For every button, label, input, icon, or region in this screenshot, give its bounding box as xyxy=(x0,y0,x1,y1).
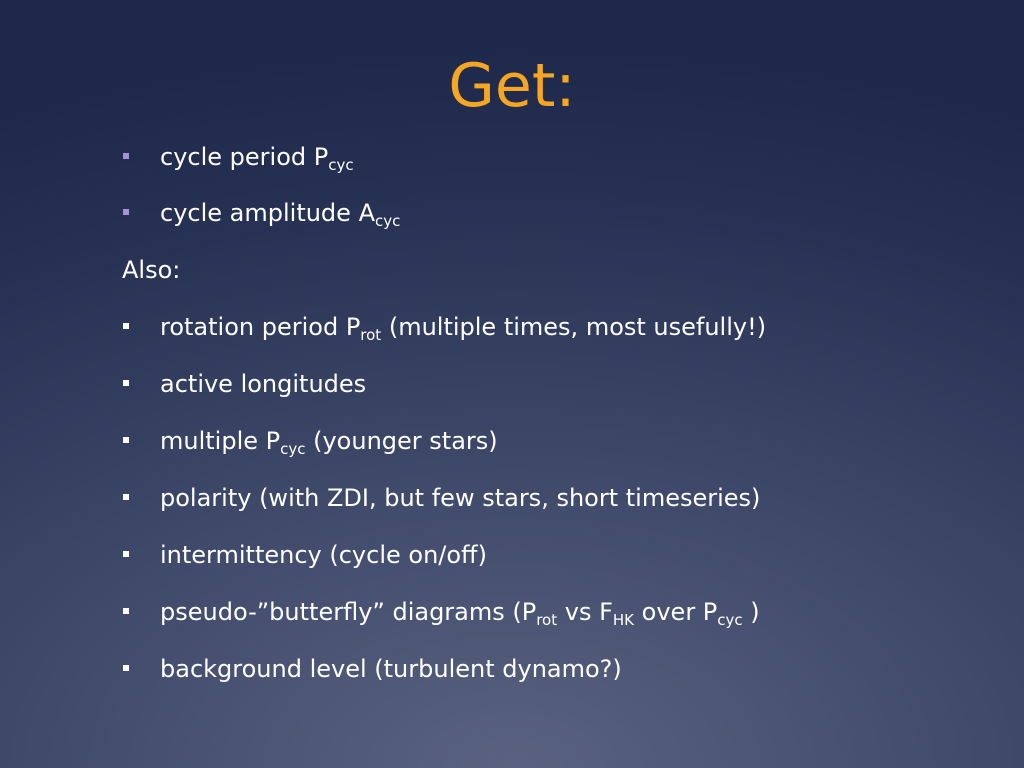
bullet-item xyxy=(0,137,1024,177)
text-run: vs F xyxy=(557,598,613,626)
bullet-item xyxy=(0,592,1024,632)
subscript: rot xyxy=(536,611,558,629)
bullet-marker-icon xyxy=(123,608,129,614)
bullet-text xyxy=(160,649,622,689)
bullet-marker-icon xyxy=(123,551,129,557)
subscript: cyc xyxy=(280,440,306,458)
text-run: (multiple times, most usefully!) xyxy=(381,313,767,341)
bullet-marker-icon xyxy=(123,153,129,159)
text-run: pseudo-”butterfly” diagrams (P xyxy=(160,598,537,626)
bullet-text xyxy=(160,307,766,347)
bullet-marker-icon xyxy=(123,323,129,329)
text-run: multiple P xyxy=(160,427,281,455)
text-run: cycle amplitude A xyxy=(160,199,375,227)
bullet-text xyxy=(160,364,366,404)
bullet-text xyxy=(160,592,760,632)
bullet-marker-icon xyxy=(123,437,129,443)
bullet-item xyxy=(0,535,1024,575)
bullet-item xyxy=(0,193,1024,233)
text-run: rotation period P xyxy=(160,313,361,341)
slide-title: Get: xyxy=(448,51,576,121)
subscript: rot xyxy=(360,326,382,344)
bullet-marker-icon xyxy=(123,209,129,215)
text-run: active longitudes xyxy=(160,370,367,398)
bullet-text xyxy=(160,421,498,461)
bullet-marker-icon xyxy=(123,380,129,386)
text-run: intermittency (cycle on/off) xyxy=(160,541,487,569)
bullet-item xyxy=(0,478,1024,518)
subscript: HK xyxy=(612,611,635,629)
text-run: (younger stars) xyxy=(305,427,498,455)
section-label-text xyxy=(122,250,180,290)
subscript: cyc xyxy=(374,212,401,230)
bullet-item xyxy=(0,307,1024,347)
text-run: cycle period P xyxy=(160,143,329,171)
text-run: ) xyxy=(742,598,760,626)
text-run: background level (turbulent dynamo?) xyxy=(160,655,622,683)
bullet-text xyxy=(160,193,400,233)
subscript: cyc xyxy=(717,611,743,629)
bullet-text xyxy=(160,137,354,177)
text-run: polarity (with ZDI, but few stars, short timeseries) xyxy=(160,484,761,512)
bullet-item xyxy=(0,364,1024,404)
bullet-item xyxy=(0,649,1024,689)
bullet-text xyxy=(160,478,760,518)
text-run: Also: xyxy=(122,256,181,284)
subscript: cyc xyxy=(328,156,354,174)
bullet-text xyxy=(160,535,487,575)
bullet-marker-icon xyxy=(123,494,129,500)
text-run: over P xyxy=(634,598,718,626)
bullet-marker-icon xyxy=(123,665,129,671)
section-label xyxy=(0,250,1024,290)
bullet-item xyxy=(0,421,1024,461)
